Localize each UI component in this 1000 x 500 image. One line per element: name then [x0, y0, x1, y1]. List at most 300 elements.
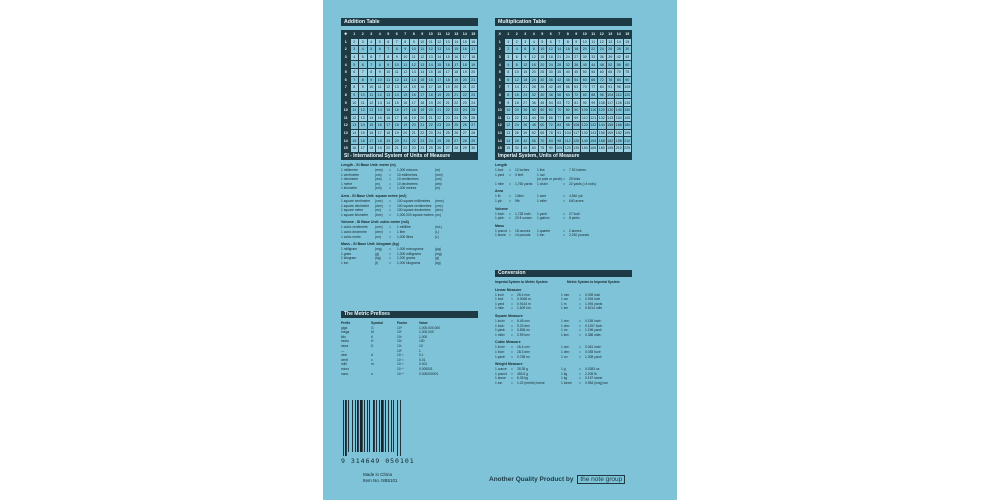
unit-cell: 1 mile [495, 306, 504, 311]
table-cell: 19 [452, 76, 461, 84]
unit-cell: 28.3 dm³ [517, 349, 531, 354]
table-cell: 36 [547, 76, 556, 84]
group-label: Volume - SI Base Unit: cubic metre (m3) [341, 220, 409, 225]
prefix-cell: 10⁻⁹ [397, 371, 404, 376]
table-cell: 21 [427, 114, 436, 122]
table-cell: 72 [598, 76, 607, 84]
table-cell: 36 [521, 122, 530, 130]
table-cell: 21 [521, 84, 530, 92]
unit-cell: = [509, 168, 511, 172]
table-cell: 8 [359, 76, 368, 84]
table-cell: 17 [367, 137, 376, 145]
prefix-cell: 10⁶ [397, 330, 403, 335]
table-header-cell: 3 [367, 31, 376, 39]
table-cell: 8 [504, 91, 513, 99]
table-cell: 60 [581, 76, 590, 84]
made-in-text: Made in China [363, 472, 393, 477]
table-cell: 7 [367, 61, 376, 69]
unit-cell: 453.6 g [517, 371, 528, 376]
table-cell: 18 [410, 106, 419, 114]
unit-cell: = [389, 181, 391, 186]
unit-cell: 1 inch² [495, 318, 505, 323]
unit-cell: (mm) [435, 172, 443, 177]
table-header-cell: 5 [384, 31, 393, 39]
table-row [342, 61, 478, 69]
unit-cell: 1 yard³ [537, 211, 548, 216]
table-cell: 4 [496, 61, 505, 69]
unit-cell: 1 foot² [495, 323, 505, 328]
table-cell: 44 [589, 61, 598, 69]
barcode-bar [388, 400, 389, 452]
table-cell: 17 [384, 122, 393, 130]
table-cell: 11 [342, 114, 351, 122]
prefix-cell: 0.01 [419, 357, 426, 362]
unit-cell: 1 foot³ [495, 349, 505, 354]
table-row [496, 91, 632, 99]
table-cell: 13 [435, 46, 444, 54]
table-cell: 20 [461, 76, 470, 84]
table-cell: 210 [615, 146, 622, 151]
table-cell: 143 [607, 115, 614, 120]
table-header-cell: 4 [376, 31, 385, 39]
unit-cell: = [511, 345, 513, 350]
table-cell: 11 [418, 46, 427, 54]
table-cell: 12 [547, 46, 556, 54]
table-cell: 17 [427, 84, 436, 92]
table-cell: 4 [342, 61, 351, 69]
table-cell: 3 [342, 53, 351, 61]
prefix-cell: — [341, 348, 345, 353]
unit-row [495, 381, 632, 386]
table-cell: 3 [350, 46, 359, 54]
table-cell: 15 [384, 106, 393, 114]
table-cell: 11 [410, 53, 419, 61]
unit-row [495, 233, 632, 238]
table-cell: 42 [547, 84, 556, 92]
table-cell: 10 [538, 46, 547, 54]
table-cell: 7 [555, 38, 564, 46]
table-cell: 99 [589, 99, 598, 107]
unit-cell: 1 yard [495, 172, 505, 177]
table-cell: 7 [342, 84, 351, 92]
table-header-cell: 8 [564, 31, 573, 39]
unit-cell: (cm²) [435, 203, 443, 208]
table-cell: 11 [384, 76, 393, 84]
table-row [496, 68, 632, 76]
table-cell: 45 [572, 68, 581, 76]
metric-prefixes-title: The Metric Prefixes [341, 311, 478, 318]
table-row [496, 144, 632, 152]
table-cell: 144 [598, 123, 605, 128]
barcode-bar [385, 400, 386, 452]
table-row [342, 84, 478, 92]
table-cell: 13 [444, 38, 453, 46]
table-cell: 24 [461, 106, 470, 114]
table-cell: 23 [469, 91, 478, 99]
unit-cell: 25.4 mm [517, 292, 530, 297]
unit-cell: = [511, 323, 513, 328]
table-cell: 11 [427, 38, 436, 46]
table-cell: 17 [444, 68, 453, 76]
si-units-body [341, 163, 478, 266]
table-cell: 12 [418, 53, 427, 61]
unit-cell: (mm²) [435, 198, 444, 203]
table-cell: 12 [359, 106, 368, 114]
table-cell: 13 [342, 129, 351, 137]
table-cell: 105 [624, 85, 631, 90]
unit-cell: 9.29 dm² [517, 323, 531, 328]
table-cell: 19 [384, 137, 393, 145]
table-cell: 18 [461, 61, 470, 69]
unit-cell: = [509, 172, 511, 177]
unit-cell: 1,000 micrograms [397, 247, 424, 252]
table-cell: 168 [615, 123, 622, 128]
unit-cell: (cm²) [375, 198, 383, 203]
prefix-cell: 10⁻¹ [397, 353, 404, 358]
table-cell: 56 [564, 84, 573, 92]
table-cell: 17 [452, 61, 461, 69]
table-cell: 21 [393, 144, 402, 152]
table-cell: 20 [427, 106, 436, 114]
table-cell: 20 [444, 91, 453, 99]
table-cell: 16 [359, 137, 368, 145]
table-cell: 9 [410, 38, 419, 46]
table-cell: 154 [590, 138, 597, 143]
prefix-header-cell: Prefix [341, 321, 351, 325]
unit-cell: = [579, 354, 581, 359]
table-cell: 21 [435, 106, 444, 114]
table-cell: 12 [350, 114, 359, 122]
table-cell: 13 [606, 38, 615, 46]
table-cell: 13 [418, 61, 427, 69]
unit-cell: (dm³) [375, 229, 383, 234]
table-cell: 20 [469, 68, 478, 76]
unit-cell: (km) [375, 186, 382, 191]
unit-cell: 1 metre [341, 181, 353, 186]
unit-cell: 1.02 (metric) tonne [517, 380, 545, 385]
table-cell: 18 [547, 53, 556, 61]
prefix-cell: kilo [341, 334, 346, 339]
table-row [496, 46, 632, 54]
table-cell: 42 [521, 137, 530, 145]
table-cell: 72 [547, 122, 556, 130]
prefix-cell: H [371, 339, 374, 344]
unit-cell: 0.765 m³ [517, 354, 531, 359]
unit-cell: = [511, 301, 513, 306]
table-cell: 35 [555, 68, 564, 76]
barcode-bar [357, 400, 359, 452]
unit-cell: 100 square decimetres [397, 208, 431, 213]
unit-cell: 1 km² [561, 332, 570, 337]
table-cell: 40 [581, 61, 590, 69]
table-row [342, 38, 478, 46]
table-row [342, 106, 478, 114]
table-cell: 39 [521, 129, 530, 137]
prefix-cell: d [371, 353, 373, 358]
table-cell: 16 [530, 61, 539, 69]
table-row [496, 99, 632, 107]
unit-cell: (mm) [375, 168, 383, 172]
table-cell: 13 [427, 53, 436, 61]
table-cell: 24 [547, 61, 556, 69]
table-cell: 8 [401, 38, 410, 46]
table-cell: 9 [496, 99, 505, 107]
table-cell: 80 [564, 106, 573, 114]
unit-cell: 1 millimetre [341, 168, 358, 172]
unit-cell: 1 kilogram [341, 256, 357, 261]
table-cell: 18 [393, 122, 402, 130]
prefix-header-cell: Symbol [371, 321, 383, 325]
table-cell: 196 [615, 138, 622, 143]
table-cell: 9 [376, 68, 385, 76]
prefix-cell: 0.001 [419, 362, 428, 367]
table-cell: 96 [598, 91, 607, 99]
unit-cell: (m) [375, 181, 380, 186]
table-header-cell: ✚ [342, 31, 351, 39]
imperial-units-title: Imperial System, Units of Measure [495, 153, 632, 160]
unit-cell: 1 g [561, 367, 566, 372]
prefix-cell: 10² [397, 339, 402, 344]
barcode-bar [364, 400, 365, 452]
table-cell: 18 [418, 99, 427, 107]
table-cell: 20 [410, 122, 419, 130]
barcode-bar [343, 400, 344, 456]
table-cell: 12 [384, 84, 393, 92]
table-cell: 50 [581, 68, 590, 76]
table-row [342, 99, 478, 107]
table-cell: 6 [521, 46, 530, 54]
unit-cell: (g) [435, 256, 440, 261]
unit-cell: 1 pound [495, 228, 507, 233]
unit-cell: 1,000 kilograms [397, 260, 421, 265]
table-cell: 100 [581, 108, 588, 113]
unit-row [341, 186, 478, 191]
unit-cell: 144in² [515, 194, 525, 199]
table-cell: 120 [598, 108, 605, 113]
prefix-cell: 10⁰ [397, 348, 402, 353]
table-cell: 5 [496, 68, 505, 76]
table-cell: 13 [384, 91, 393, 99]
table-cell: 9 [393, 53, 402, 61]
unit-cell: (m²) [375, 208, 382, 213]
unit-cell: (dm) [375, 177, 382, 182]
unit-cell: = [389, 168, 391, 172]
table-header-cell: 7 [555, 31, 564, 39]
unit-cell: = [579, 297, 581, 302]
table-cell: 8 [393, 46, 402, 54]
unit-cell: = [389, 251, 391, 256]
unit-cell: 0.9144 m [517, 301, 531, 306]
group-label: Area - SI Base Unit: square metre (m2) [341, 193, 407, 198]
prefix-cell: 1 [419, 348, 421, 353]
unit-cell: = [511, 349, 513, 354]
unit-cell: 1 yard [495, 301, 505, 306]
table-row [496, 137, 632, 145]
table-cell: 13 [504, 129, 513, 137]
table-cell: 60 [538, 122, 547, 130]
table-cell: 27 [461, 129, 470, 137]
table-cell: 18 [401, 114, 410, 122]
table-row [342, 91, 478, 99]
table-cell: 40 [538, 91, 547, 99]
prefix-header-cell: Value [419, 321, 428, 325]
table-cell: 26 [461, 122, 470, 130]
table-cell: 7 [384, 46, 393, 54]
table-cell: 21 [555, 53, 564, 61]
unit-cell: 1,000 litres [397, 234, 414, 239]
unit-cell: 1 stone [495, 233, 506, 238]
table-cell: 14 [359, 122, 368, 130]
table-cell: 45 [538, 99, 547, 107]
unit-cell: (mg) [435, 251, 442, 256]
addition-table [341, 30, 478, 153]
table-cell: 12 [376, 91, 385, 99]
unit-cell: (mL) [435, 225, 442, 230]
table-cell: 104 [607, 93, 614, 98]
unit-cell: = [509, 194, 511, 199]
table-cell: 70 [555, 106, 564, 114]
table-header-cell: 11 [435, 31, 444, 39]
table-row [496, 84, 632, 92]
prefix-cell: 100 [419, 339, 425, 344]
table-cell: 16 [564, 46, 573, 54]
table-cell: 22 [513, 114, 522, 122]
table-cell: 75 [623, 68, 632, 76]
table-cell: 112 [615, 93, 622, 98]
unit-cell: 16 ounces [515, 228, 531, 233]
prefix-cell: mega [341, 330, 350, 335]
prefix-header-cell: Factor [397, 321, 408, 325]
unit-cell: = [389, 212, 391, 217]
unit-cell: 1 kg [561, 371, 568, 376]
table-cell: 12 [435, 38, 444, 46]
table-cell: 23 [452, 106, 461, 114]
table-cell: 25 [444, 129, 453, 137]
table-cell: 49 [555, 84, 564, 92]
unit-cell: 1 kg [561, 376, 568, 381]
table-cell: 19 [410, 114, 419, 122]
prefix-cell: hecto [341, 339, 350, 344]
table-cell: 18 [367, 144, 376, 152]
unit-cell: 1,760 yards [515, 181, 533, 186]
barcode-bar [381, 400, 384, 452]
table-cell: 54 [572, 76, 581, 84]
unit-cell: = [579, 318, 581, 323]
unit-cell: 1.308 yard³ [585, 354, 602, 359]
table-cell: 126 [573, 138, 580, 143]
table-row [496, 114, 632, 122]
prefix-cell: deci [341, 353, 348, 358]
unit-cell: 1 milligram [341, 247, 357, 252]
table-cell: 14 [615, 38, 624, 46]
table-cell: 18 [452, 68, 461, 76]
table-cell: 12 [342, 122, 351, 130]
table-cell: 25 [538, 68, 547, 76]
table-cell: 42 [615, 53, 624, 61]
barcode-bar [355, 400, 356, 452]
table-cell: 65 [606, 68, 615, 76]
unit-cell: (m) [435, 168, 440, 172]
made-in-info [363, 472, 398, 484]
unit-cell: (L) [435, 229, 440, 234]
table-cell: 84 [555, 122, 564, 130]
table-cell: 154 [615, 115, 622, 120]
unit-cell: = [511, 367, 513, 372]
table-cell: 1 [504, 38, 513, 46]
table-cell: 7 [393, 38, 402, 46]
prefix-cell: M [371, 330, 374, 335]
unit-cell: (km²) [375, 212, 383, 217]
table-cell: 30 [469, 144, 478, 152]
prefix-cell: micro [341, 366, 350, 371]
table-header-row [496, 31, 632, 39]
prefix-cell: n [371, 371, 373, 376]
table-cell: 104 [564, 131, 571, 136]
unit-cell: 2.205 lb [585, 371, 597, 376]
table-cell: 9 [521, 53, 530, 61]
table-cell: 22 [444, 106, 453, 114]
unit-cell: = [389, 186, 391, 191]
table-cell: 182 [615, 131, 622, 136]
table-cell: 10 [359, 91, 368, 99]
barcode [341, 400, 421, 456]
table-cell: 11 [589, 38, 598, 46]
unit-cell: 22 yards (=4 rods) [569, 181, 596, 186]
table-cell: 25 [427, 144, 436, 152]
table-cell: 72 [572, 91, 581, 99]
table-cell: 65 [538, 129, 547, 137]
table-cell: 55 [589, 68, 598, 76]
unit-cell: (dm²) [375, 203, 383, 208]
table-cell: 7 [496, 84, 505, 92]
table-row [342, 122, 478, 130]
table-cell: 9 [367, 76, 376, 84]
table-cell: 4 [504, 61, 513, 69]
table-header-cell: 13 [452, 31, 461, 39]
table-cell: 91 [606, 84, 615, 92]
table-cell: 12 [598, 38, 607, 46]
table-cell: 25 [469, 106, 478, 114]
table-cell: 99 [572, 114, 581, 122]
unit-cell: 1 m² [561, 328, 568, 333]
unit-cell: 1 yard³ [495, 354, 506, 359]
table-cell: 33 [521, 114, 530, 122]
table-cell: 9 [342, 99, 351, 107]
table-cell: 18 [376, 137, 385, 145]
table-cell: 36 [598, 53, 607, 61]
table-cell: 88 [589, 91, 598, 99]
unit-cell: 1,728 inch³ [515, 211, 532, 216]
table-cell: 22 [401, 144, 410, 152]
table-cell: 90 [547, 144, 556, 152]
unit-cell: (dm²) [435, 208, 443, 213]
table-cell: 6 [342, 76, 351, 84]
table-cell: 110 [581, 115, 588, 120]
unit-cell: 1 pound [495, 371, 507, 376]
unit-cell: 1 foot³ [495, 211, 505, 216]
unit-cell: 0.1197 foot² [585, 323, 603, 328]
table-cell: 22 [435, 114, 444, 122]
table-cell: 12 [410, 61, 419, 69]
unit-cell: = [511, 292, 513, 297]
unit-cell: = [389, 260, 391, 265]
unit-cell: 1 ton [495, 380, 503, 385]
barcode-bar [369, 400, 370, 452]
table-cell: 9 [359, 84, 368, 92]
table-cell: 98 [615, 84, 624, 92]
table-cell: 5 [376, 38, 385, 46]
prefix-cell: giga [341, 325, 348, 330]
